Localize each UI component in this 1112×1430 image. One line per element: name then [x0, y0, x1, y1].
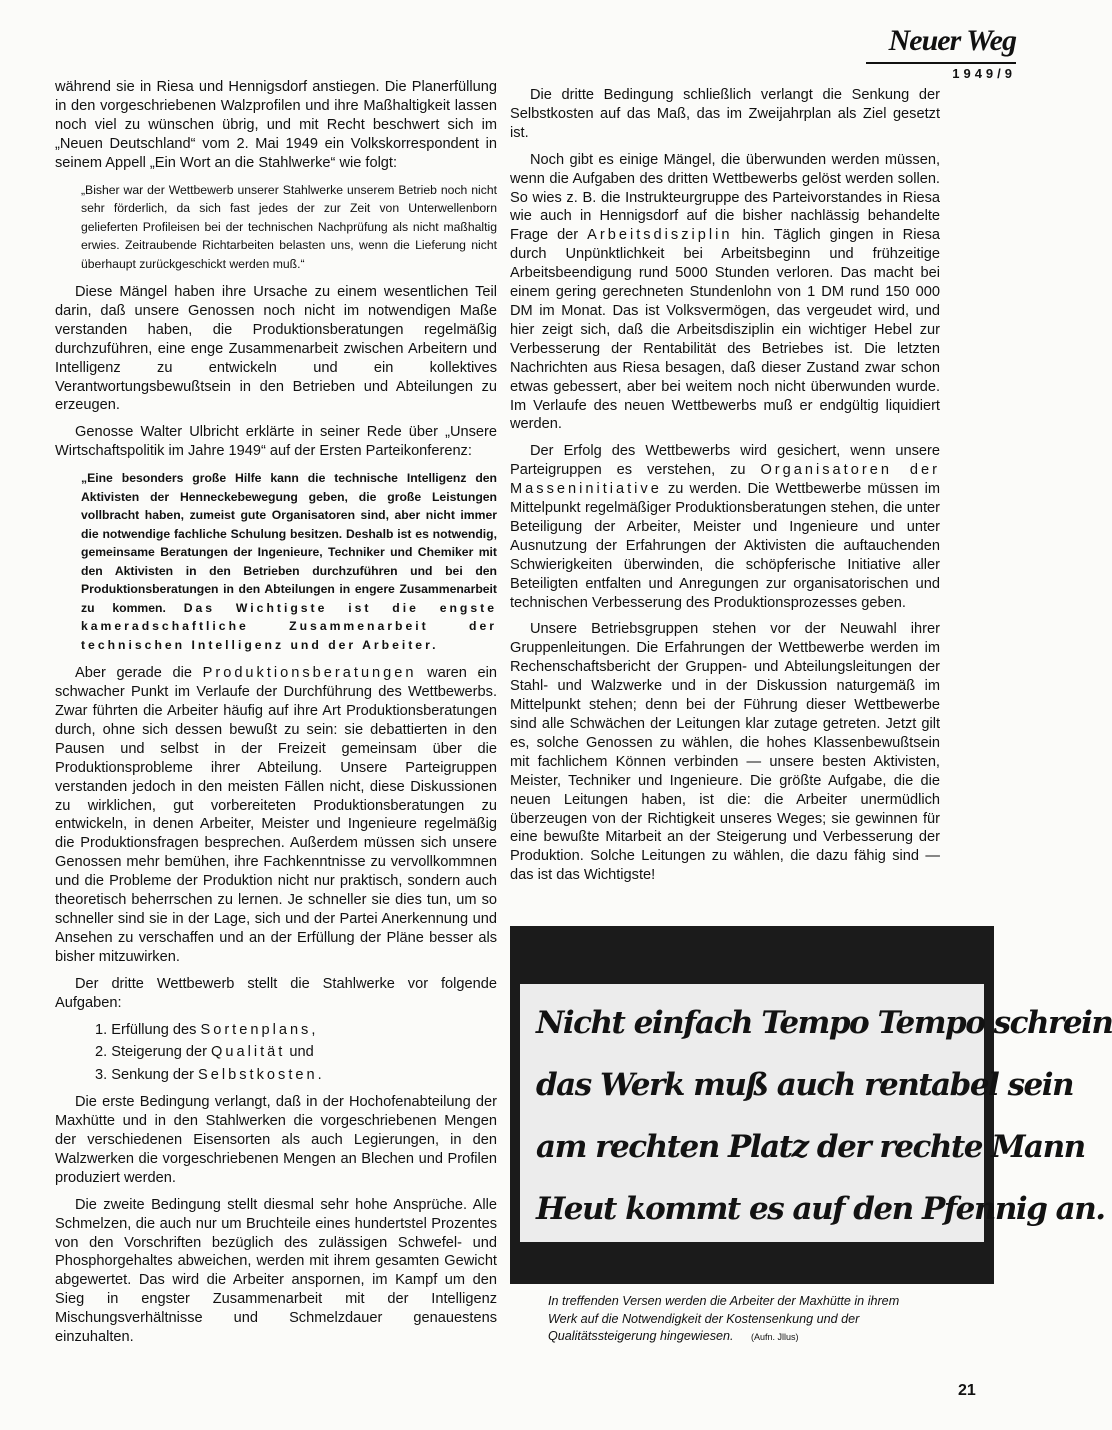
- text-run: Noch gibt es einige Mängel, die überwunden werden müssen, wenn die Aufgaben des dritten Wettbewerbs gelöst werden sollen. So wies z. B. die Instrukteurgruppe des Parteivorstandes in Riesa wie auch in Hennigsdorf auf die bisher nachlässig behandelte Frage der: [510, 151, 940, 244]
- text-run: zu werden. Die Wettbewerbe müssen im Mittelpunkt regelmäßiger Produktionsberatungen stehen, die unter Beteiligung der Arbeiter, Meister und Ingenieure und unter Ausnutzung der Erfahrungen der Aktivisten die auftauchenden Schwierigkeiten überwinden, die schöpferische Initiative aller Beteiligten entfalten und Anregungen zur organisatorischen und technischen Verbesserung des Produktionsprozesses geben.: [510, 481, 940, 611]
- paragraph: Die dritte Bedingung schließlich verlangt die Senkung der Selbstkosten auf das Maß, das im Zweijahrplan als Ziel gesetzt ist.: [510, 87, 940, 141]
- emphasis: Qualität: [211, 1044, 286, 1061]
- left-column: [55, 78, 497, 1355]
- photo-caption: [548, 1293, 908, 1347]
- banner-line: Nicht einfach Tempo Tempo schrein: [536, 1005, 1112, 1041]
- paragraph: während sie in Riesa und Hennigsdorf anstiegen. Die Planerfüllung in den vorgeschriebenen Walzprofilen und ihre Maßhaltigkeit lassen noch viel zu wünschen übrig, und mit Recht beschwert sich im „Neuen Deutschland“ vom 2. Mai 1949 ein Volkskorrespondent in seinem Appell „Ein Wort an die Stahlwerke“ wie folgt:: [55, 79, 497, 171]
- paragraph: Unsere Betriebsgruppen stehen vor der Neuwahl ihrer Gruppenleitungen. Die Erfahrungen der Wettbewerbe werden im Rechenschaftsbericht der Gruppen- und Abteilungsleitungen der Stahl- und Walzwerke und in der Diskussion naturgemäß im Mittelpunkt stehen; denn bei der Führung dieser Wettbewerbe sind alle Schwächen der Leitungen klar zutage getreten. Jetzt gilt es, solche Genossen zu wählen, die hohes Klassenbewußtsein mit fachlichem Können verbinden — unsere besten Aktivisten, Meister, Techniker und Ingenieure. Die größte Aufgabe, die die neuen Leitungen haben, ist die: die Arbeiter unermüdlich überzeugen von der Richtigkeit unseres Weges; sie gewinnen für eine bewußte Mitarbeit an der Steigerung und Verbesserung der Produktion. Solche Leitungen zu wählen, die dazu fähig sind — das ist das Wichtigste!: [510, 621, 940, 884]
- list-item-text: und: [285, 1044, 314, 1061]
- masthead: [866, 24, 1016, 81]
- text-run: Aber gerade die: [75, 665, 192, 682]
- task-list: [95, 1021, 497, 1086]
- paragraph: Diese Mängel haben ihre Ursache zu einem wesentlichen Teil darin, daß unsere Genossen noch nicht im notwendigen Maße verstanden haben, die Produktionsberatungen regelmäßig durchzuführen, eine enge Zusammenarbeit zwischen Arbeitern und Intelligenz zu entwickeln und ein kollektives Verantwortungsbewußtsein in den Betrieben und Abteilungen zu erzeugen.: [55, 284, 497, 414]
- list-item: [95, 1021, 497, 1040]
- emphasis: Arbeitsdisziplin: [587, 227, 733, 244]
- banner-line: das Werk muß auch rentabel sein: [536, 1067, 1074, 1103]
- list-item-text: ,: [311, 1021, 316, 1038]
- paragraph: [510, 151, 940, 435]
- list-item-text: 1. Erfüllung des: [95, 1021, 201, 1038]
- text-run: waren ein schwacher Punkt im Verlaufe der Durchführung des Wettbewerbs. Zwar führten die Arbeiter häufig auf ihre Art Produktionsberatungen durch, ohne sich dessen bewußt zu sein: sie debattierten in den Pausen und selbst in der Freizeit gemeinsam über die Produktionsprobleme ihrer Abteilung. Unsere Parteigruppen verstanden jedoch in den meisten Fällen nicht, diese Diskussionen zu wirklichen, gut vorbereiteten Produktionsberatungen zu entwickeln, in denen Arbeiter, Meister und Ingenieure regelmäßig die Produktionsfragen besprechen. Außerdem müssen sich unsere Genossen mehr bemühen, ihre Fachkenntnisse zu vervollkommnen und die Probleme der Produktion nicht nur praktisch, sondern auch theoretisch beherrschen zu lernen. Je schneller sie dies tun, um so schneller sind sie in der Lage, sich und der Partei Anerkennung und Ansehen zu verschaffen und an der Erfüllung der Pläne besser als bisher mitzuwirken.: [55, 665, 497, 965]
- right-column: [510, 86, 940, 893]
- masthead-title: Neuer Weg: [888, 24, 1016, 57]
- list-item-text: 2. Steigerung der: [95, 1044, 212, 1061]
- emphasis: Selbstkosten: [198, 1067, 318, 1084]
- paragraph: Der dritte Wettbewerb stellt die Stahlwerke vor folgende Aufgaben:: [55, 975, 497, 1011]
- paragraph: Die erste Bedingung verlangt, daß in der Hochofenabteilung der Maxhütte und in den Stahlwerken die vorgeschriebenen Mengen der verschiedenen Eisensorten als auch Legierungen, in den Walzwerken die vorgeschriebenen Mengen an Blechen und Profilen produziert werden.: [55, 1094, 497, 1186]
- quote-emphasis: Das Wichtigste ist die engste kameradschaftliche Zusammenarbeit der technischen Intelligenz und der Arbeiter.: [81, 600, 497, 652]
- block-quote: [81, 469, 497, 654]
- text-run: Der Erfolg des Wettbewerbs wird gesichert, wenn unsere Parteigruppen es verstehen, zu: [510, 443, 940, 479]
- banner: [520, 984, 1112, 1242]
- paragraph: Genosse Walter Ulbricht erklärte in seiner Rede über „Unsere Wirtschaftspolitik im Jahre 1949“ auf der Ersten Parteikonferenz:: [55, 424, 497, 460]
- photo-credit: (Aufn. Jllus): [751, 1332, 799, 1342]
- page-number: 21: [958, 1382, 976, 1399]
- block-quote: „Bisher war der Wettbewerb unserer Stahlwerke unserem Betrieb noch nicht sehr förderlich, da sich fast jedes der zur Zeit von Unterwellenborn gelieferten Profileisen bei der technischen Nachprüfung als nicht maßhaltig erwies. Zeitraubende Richtarbeiten belasten uns, wenn die Lieferung nicht überhaupt zurückgeschickt werden muß.“: [81, 182, 497, 271]
- banner-line: Heut kommt es auf den Pfennig an.: [536, 1191, 1105, 1227]
- list-item: [95, 1043, 497, 1062]
- list-item-text: 3. Senkung der: [95, 1067, 199, 1084]
- issue-number: 1949/9: [866, 62, 1016, 81]
- emphasis: Organisatoren der Masseninitiative: [510, 462, 940, 498]
- list-item: [95, 1066, 497, 1085]
- emphasis: Produktionsberatungen: [202, 665, 417, 682]
- list-item-text: .: [317, 1067, 322, 1084]
- quote-text: „Eine besonders große Hilfe kann die technische Intelligenz den Aktivisten der Henneckebewegung geben, die große Leistungen vollbracht haben, zumeist gute Organisatoren sind, aber nicht immer die notwendige fachliche Schulung besitzen. Deshalb ist es notwendig, gemeinsame Beratungen der Ingenieure, Techniker und Chemiker mit den Aktivisten in den Betrieben durchzuführen und bei den Produktionsberatungen in den Abteilungen in engere Zusammenarbeit zu kommen.: [81, 471, 497, 615]
- emphasis: Sortenplans: [200, 1021, 312, 1038]
- caption-text: In treffenden Versen werden die Arbeiter der Maxhütte in ihrem Werk auf die Notwendigkeit der Kostensenkung und der Qualitätssteigerung hingewiesen.: [548, 1294, 900, 1343]
- photo: [510, 926, 1112, 1284]
- text-run: hin. Täglich gingen in Riesa durch Unpünktlichkeit bei Arbeitsbeginn und frühzeitige Arbeitsbeendigung rund 5000 Stunden verloren. Das macht bei einem gering gerechneten Stundenlohn von 1 DM rund 150 000 DM im Monat. Das ist Volksvermögen, das vergeudet wird, und hier zeigt sich, daß die Arbeitsdisziplin ein wichtiger Hebel zur Verbesserung der Rentabilität des Betriebes ist. Die letzten Nachrichten aus Riesa besagen, daß dieser Zustand zwar schon etwas gebessert, aber bei weitem noch nicht überwunden wurde. Im Verlaufe des neuen Wettbewerbs muß er endgültig liquidiert werden.: [510, 227, 940, 433]
- paragraph: Die zweite Bedingung stellt diesmal sehr hohe Ansprüche. Alle Schmelzen, die auch nur um Bruchteile eines hundertstel Prozentes von den Vorschriften bezüglich des zulässigen Schwefel- und Phosphorgehaltes abweichen, werden mit ihrem gesamten Gewicht abgewertet. Das wird die Arbeiter anspornen, im Kampf um den Sieg in engster Zusammenarbeit mit der Intelligenz Mischungsverhältnisse und Schmelzdauer genauestens einzuhalten.: [55, 1196, 497, 1346]
- banner-line: am rechten Platz der rechte Mann: [536, 1129, 1085, 1165]
- paragraph: [55, 664, 497, 967]
- paragraph: [510, 442, 940, 612]
